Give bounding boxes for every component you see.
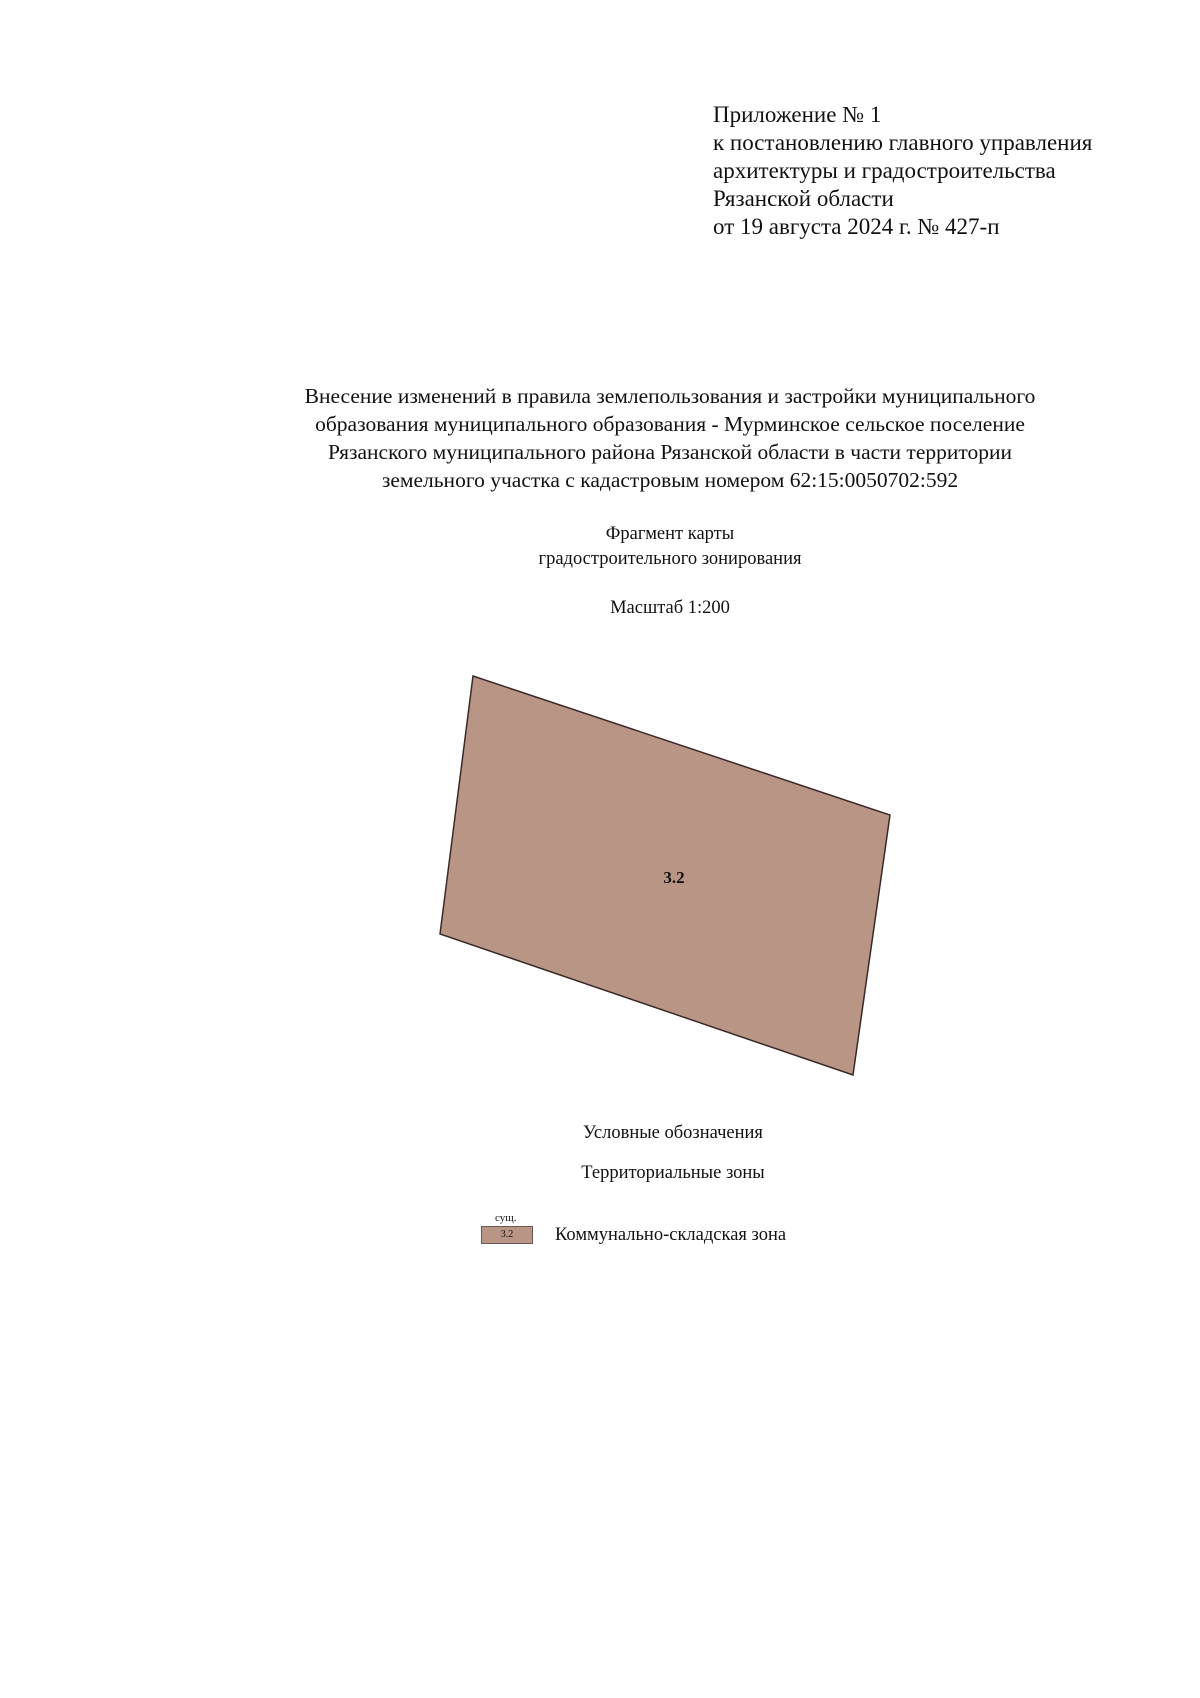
- appendix-line-resolution: к постановлению главного управления: [713, 130, 1093, 155]
- zone-parcel-label: 3.2: [663, 868, 685, 887]
- title-line: образования муниципального образования - Мурминское сельское поселение: [315, 412, 1025, 436]
- appendix-line-number: Приложение № 1: [713, 102, 882, 127]
- legend-status-label: сущ.: [495, 1212, 517, 1224]
- legend-item-name: Коммунально-складская зона: [555, 1225, 787, 1245]
- legend-title: Условные обозначения: [583, 1123, 763, 1143]
- title-line: Рязанского муниципального района Рязанской области в части территории: [327, 440, 1013, 464]
- legend-subtitle: Территориальные зоны: [581, 1163, 765, 1183]
- legend-swatch: [481, 1226, 533, 1244]
- legend-item-communal-storage-zone: [481, 1212, 901, 1252]
- legend-swatch-code: 3.2: [500, 1229, 514, 1240]
- map-heading-line: градостроительного зонирования: [538, 549, 802, 569]
- title-line: Внесение изменений в правила землепользования и застройки муниципального: [304, 384, 1036, 408]
- title-line: земельного участка с кадастровым номером 62:15:0050702:592: [381, 468, 959, 492]
- appendix-line-date: от 19 августа 2024 г. № 427-п: [713, 214, 1000, 239]
- appendix-line-region: Рязанской области: [713, 186, 894, 211]
- map-scale: Масштаб 1:200: [610, 598, 730, 618]
- map-heading-line: Фрагмент карты: [605, 524, 735, 544]
- appendix-line-authority: архитектуры и градостроительства: [713, 158, 1056, 183]
